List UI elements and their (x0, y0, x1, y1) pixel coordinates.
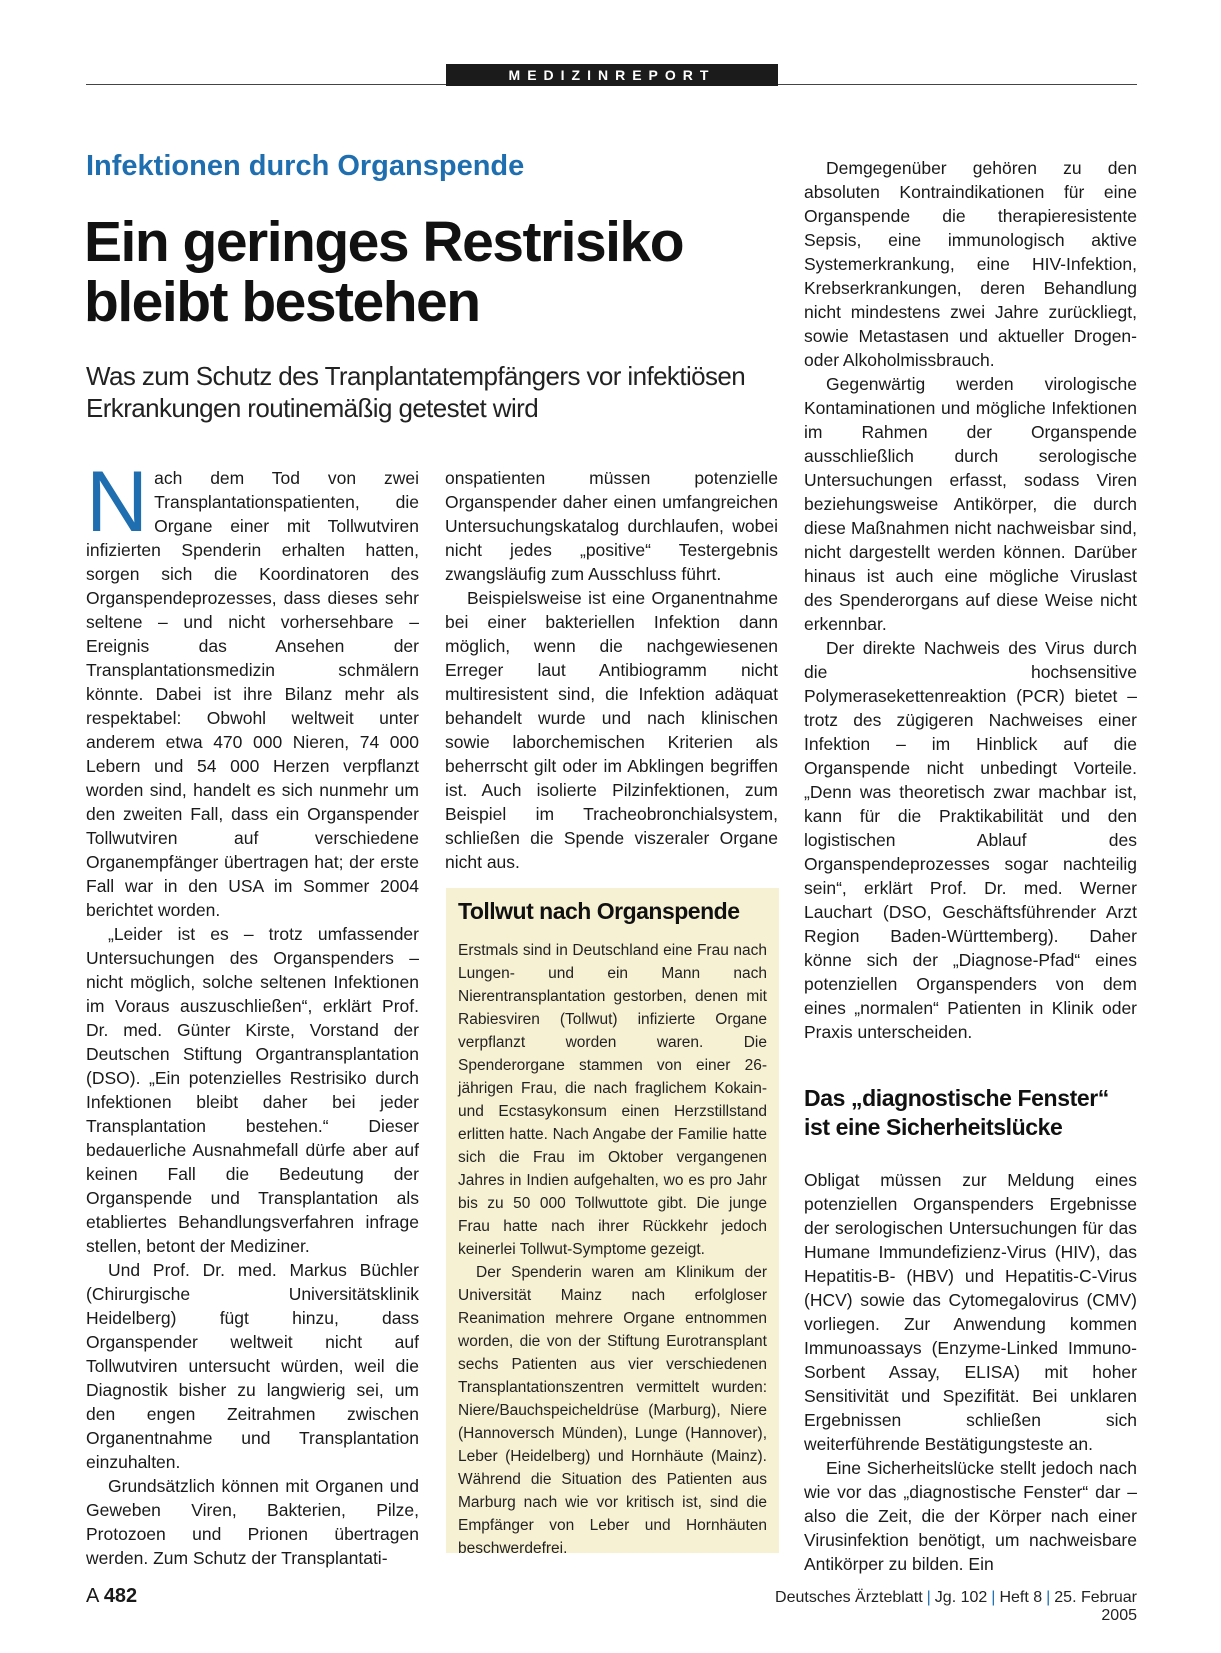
subheadline-line-2: Erkrankungen routinemäßig getestet wird (86, 393, 539, 423)
paragraph: Der direkte Nachweis des Virus durch die hochsensitive Polymerasekettenreaktion (PCR) bietet – trotz des zügigeren Nachweises einer Infektion – im Hinblick auf die Organspende nicht unbedingt Vorteile. „Denn was theoretisch zwar machbar ist, kann für die Praktikabilität und den logistischen Ablauf des Organspendeprozesses sogar nachteilig sein“, erklärt Prof. Dr. med. Werner Lauchart (DSO, Geschäftsführender Arzt Region Baden-Württemberg). Daher könne sich der „Diagnose-Pfad“ eines potenziellen Organspenders von dem eines „normalen“ Patienten in Klinik oder Praxis unterscheiden. (804, 638, 1137, 1042)
journal-date: 25. Februar 2005 (1054, 1589, 1137, 1624)
article-column-1 (86, 454, 419, 1570)
article-column-3 (804, 156, 1137, 1576)
subheadline (86, 360, 766, 424)
article-column-2 (445, 466, 778, 874)
section-heading (804, 1084, 1137, 1142)
paragraph: Obligat müssen zur Meldung eines potenziellen Organspenders Ergebnisse der serologischen Untersuchungen für das Humane Immundefizienz-Virus (HIV), das Hepatitis-B- (HBV) und Hepatitis-C-Virus (HCV) sowie das Cytomegalovirus (CMV) vorliegen. Zur Anwendung kommen Immunoassays (Enzyme-Linked Immuno-Sorbent Assay, ELISA) mit hoher Sensitivität und Spezifität. Bei unklaren Ergebnissen schließen sich weiterführende Bestätigungsteste an. (804, 1170, 1137, 1454)
headline-line-1: Ein geringes Restrisiko (84, 210, 684, 274)
paragraph: onspatienten müssen potenzielle Organspender daher einen umfangreichen Untersuchungskatalog durchlaufen, wobei nicht jedes „positive“ Testergebnis zwangsläufig zum Ausschluss führt. (445, 468, 778, 584)
section-tag: MEDIZINREPORT (446, 64, 778, 86)
paragraph: ach dem Tod von zwei Transplantationspatienten, die Organe einer mit Tollwutviren infizierten Spenderin erhalten hatten, sorgen sich die Koordinatoren des Organspendeprozesses, dass dieses sehr seltene – und nicht vorhersehbare – Ereignis das Ansehen der Transplantationsmedizin schmälern könnte. Dabei ist ihre Bilanz mehr als respektabel: Obwohl weltweit unter anderem etwa 470 000 Nieren, 74 000 Lebern und 54 000 Herzen verpflanzt worden sind, handelt es sich nunmehr um den zweiten Fall, dass ein Organspender Tollwutviren auf verschiedene Organempfänger übertragen hat; der erste Fall war in den USA im Sommer 2004 berichtet worden. (86, 468, 419, 920)
headline-line-2: bleibt bestehen (84, 270, 480, 334)
paragraph: Gegenwärtig werden virologische Kontaminationen und mögliche Infektionen im Rahmen der Organspende ausschließlich durch serologische Untersuchungen erfasst, sodass Viren beziehungsweise Antikörper, die durch diese Maßnahmen nicht nachweisbar sind, nicht dargestellt werden können. Darüber hinaus ist auch eine mögliche Viruslast des Spenderorgans auf diese Weise nicht erkennbar. (804, 374, 1137, 634)
journal-volume: Jg. 102 (934, 1589, 988, 1606)
paragraph: Eine Sicherheitslücke stellt jedoch nach wie vor das „diagnostische Fenster“ dar – also die Zeit, die der Körper nach einer Virusinfektion benötigt, um nachweisbare Antikörper zu bilden. Ein (804, 1458, 1137, 1574)
dropcap: N (86, 454, 149, 550)
page-folio (86, 1585, 137, 1608)
section-heading-line-1: Das „diagnostische Fenster“ (804, 1085, 1109, 1111)
paragraph: „Leider ist es – trotz umfassender Untersuchungen des Organspenders – nicht möglich, solche seltenen Infektionen im Voraus auszuschließen“, erklärt Prof. Dr. med. Günter Kirste, Vorstand der Deutschen Stiftung Organtransplantation (DSO). „Ein potenzielles Restrisiko durch Infektionen bleibt daher bei jeder Transplantation bestehen.“ Dieser bedauerliche Ausnahmefall dürfe aber auf keinen Fall die Bedeutung der Organspende und Transplantation als etabliertes Behandlungsverfahren infrage stellen, betont der Mediziner. (86, 924, 419, 1256)
subheadline-line-1: Was zum Schutz des Tranplantatempfängers vor infektiösen (86, 361, 746, 391)
sidebar-paragraph: Der Spenderin waren am Klinikum der Universität Mainz nach erfolgloser Reanimation mehrere Organe entnommen worden, die von der Stiftung Eurotransplant sechs Patienten aus vier verschiedenen Transplantationszentren vermittelt wurden: Niere/Bauchspeicheldrüse (Marburg), Niere (Hannoversch Münden), Lunge (Hannover), Leber (Heidelberg) und Hornhäute (Mainz). Während die Situation des Patienten aus Marburg nach wie vor kritisch ist, sind die Empfänger von Leber und Hornhäuten beschwerdefrei. (458, 1264, 767, 1557)
kicker: Infektionen durch Organspende (86, 150, 525, 182)
page-prefix: A (86, 1585, 99, 1607)
headline (84, 212, 724, 332)
sidebar-box (446, 888, 779, 1557)
sidebar-paragraph: Erstmals sind in Deutschland eine Frau nach Lungen- und ein Mann nach Nierentransplantation gestorben, denen mit Rabiesviren (Tollwut) infizierte Organe verpflanzt worden waren. Die Spenderorgane stammen von einer 26-jährigen Frau, die nach fraglichem Kokain- und Ecstasykonsum einen Herzstillstand erlitten hatte. Nach Angabe der Familie hatte sich die Frau im Oktober vergangenen Jahres in Indien aufgehalten, wo es pro Jahr bis zu 50 000 Tollwuttote gibt. Die junge Frau hatte nach ihrer Rückkehr jedoch keinerlei Tollwut-Symptome gezeigt. (458, 942, 767, 1258)
page-number: 482 (103, 1585, 138, 1607)
paragraph: Demgegenüber gehören zu den absoluten Kontraindikationen für eine Organspende die therapieresistente Sepsis, eine immunologisch aktive Systemerkrankung, eine HIV-Infektion, Krebserkrankungen, deren Behandlung nicht mindestens zwei Jahre zurückliegt, sowie Metastasen und aktueller Drogen- oder Alkoholmissbrauch. (804, 158, 1137, 370)
paragraph: Und Prof. Dr. med. Markus Büchler (Chirurgische Universitätsklinik Heidelberg) fügt hinzu, dass Organspender weltweit nicht auf Tollwutviren untersucht würden, weil die Diagnostik bisher zu langwierig sei, um den engen Zeitrahmen zwischen Organentnahme und Transplantation einzuhalten. (86, 1260, 419, 1472)
sidebar-title: Tollwut nach Organspende (458, 898, 740, 924)
section-heading-line-2: ist eine Sicherheitslücke (804, 1114, 1063, 1140)
footer-citation: Deutsches Ärzteblatt | Jg. 102 | Heft 8 | 25. Februar 2005 (775, 1589, 1137, 1624)
paragraph: Beispielsweise ist eine Organentnahme bei einer bakteriellen Infektion dann möglich, wenn die nachgewiesenen Erreger laut Antibiogramm nicht multiresistent sind, die Infektion adäquat behandelt wurde und nach klinischen sowie laborchemischen Kriterien als beherrscht gilt oder im Abklingen begriffen ist. Auch isolierte Pilzinfektionen, zum Beispiel im Tracheobronchialsystem, schließen die Spende viszeraler Organe nicht aus. (445, 588, 778, 872)
journal-name: Deutsches Ärzteblatt (775, 1589, 923, 1606)
paragraph: Grundsätzlich können mit Organen und Geweben Viren, Bakterien, Pilze, Protozoen und Prionen übertragen werden. Zum Schutz der Transplantati- (86, 1476, 419, 1568)
journal-issue: Heft 8 (999, 1589, 1043, 1606)
sidebar-body (458, 939, 767, 1560)
